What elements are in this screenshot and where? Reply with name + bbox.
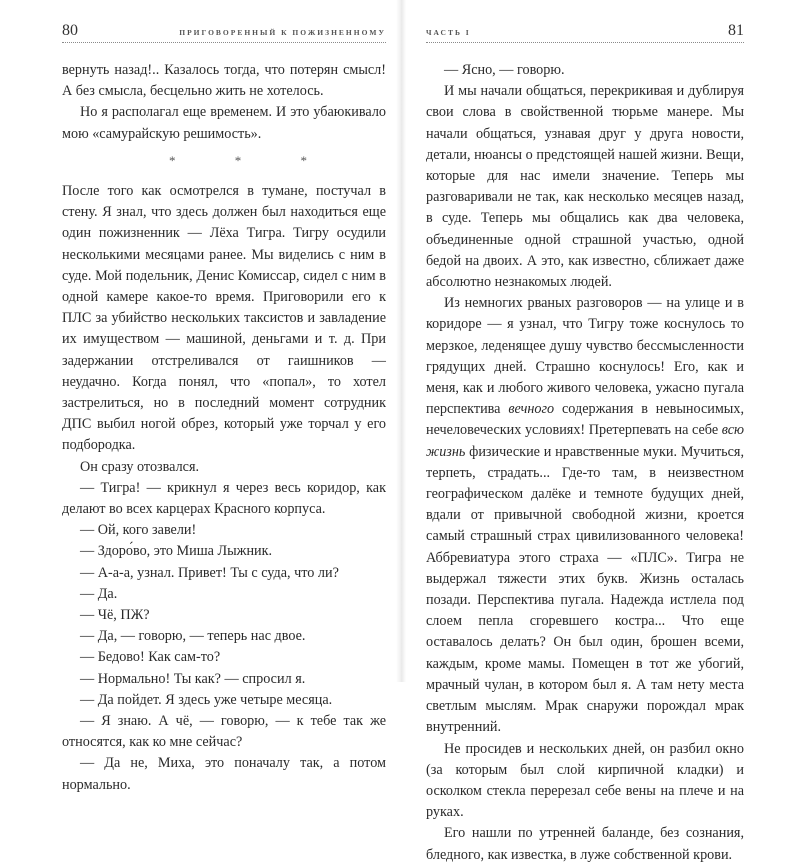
right-text-block [426, 60, 744, 866]
dialogue-line: — А-а-а, узнал. Привет! Ты с суда, что ли? [80, 564, 339, 581]
paragraph: Не просидев и нескольких дней, он разбил окно (за которым был слой кирпичной кладки) и осколком стекла перерезал себе вены на плече и на руках. [426, 740, 744, 821]
paragraph: И мы начали общаться, перекрикивая и дублируя свои слова в свойственной тюрьме манере. Мы начали общаться, узнавая друг у друга новости, детали, нюансы о предстоящей нашей жизни. Вещи, которые для нас имели значение. Теперь мы разговаривали не так, как несколько месяцев назад, в суде. Теперь мы общались как два человека, объединенные одной страшной участью, одной бедой на двоих. А это, как известно, сближает даже абсолютно незнакомых людей. [426, 83, 744, 291]
dialogue-line: — Я знаю. А чё, — говорю, — к тебе так же относятся, как ко мне сейчас? [62, 713, 386, 751]
paragraph: Его нашли по утренней баланде, без сознания, бледного, как известка, в луже собственной крови. [426, 825, 744, 863]
dialogue-line: — Здоро́во, это Миша Лыжник. [80, 543, 273, 560]
left-text-block-1 [62, 60, 386, 145]
running-title: ПРИГОВОРЕННЫЙ К ПОЖИЗНЕННОМУ [179, 28, 386, 37]
paragraph: Он сразу отозвался. [80, 458, 200, 475]
dialogue-line: — Да не, Миха, это поначалу так, а потом нормально. [62, 755, 386, 793]
text-run: физические и нравственные муки. Мучиться, терпеть, страдать... Где-то там, в неизвестном географическом далёке и темноте будущих дней, вдали от привычной свободной жизни, кроется самый страшный страх цивилизованного человека! Аббревиатура этого страха — «ПЛС». Тигра не выдержал тяжести этих букв. Жизнь осталась позади. Перспектива пугала. Надежда истлела под слоем пепла сгоревшего костра... Что еще оставалось делать? Он был один, брошен всеми, каждым, кроме мамы. Помещен в тот же убогий, мрачный чулан, в котором был я. А там нету места светлым мыслям. Мрак снаружи порождал мрак внутренний. [426, 443, 744, 736]
text-run: Из немногих рваных разговоров — на улице и в коридоре — я узнал, что Тигру тоже коснулось то мерзкое, леденящее душу чувство бессмысленности грядущих дней. Страшно коснулось! Его, как и меня, как и любого живого человека, ужасно пугала перспектива [426, 295, 744, 418]
dialogue-line: — Чё, ПЖ? [80, 607, 150, 624]
page-number: 81 [728, 22, 744, 39]
page-number: 80 [62, 22, 78, 39]
dialogue-line: — Ой, кого завели! [80, 522, 197, 539]
paragraph [426, 293, 744, 738]
running-title: ЧАСТЬ I [426, 28, 471, 37]
italic-emphasis: всю жизнь [426, 422, 744, 460]
dialogue-line: — Да. [80, 585, 118, 602]
right-page [400, 0, 800, 863]
dialogue-line: — Да пойдет. Я здесь уже четыре месяца. [80, 691, 333, 708]
italic-emphasis: вечного [508, 401, 555, 418]
dialogue-line: — Бедово! Как сам-то? [80, 649, 221, 666]
paragraph: вернуть назад!.. Казалось тогда, что потерян смысл! А без смысла, бесцельно жить не хотелось. [62, 62, 386, 100]
section-break: * * * [169, 153, 335, 168]
dialogue-line: — Тигра! — крикнул я через весь коридор, как делают во всех карцерах Красного корпуса. [62, 479, 386, 518]
dialogue-line: — Ясно, — говорю. [444, 62, 565, 78]
left-page [0, 0, 400, 793]
left-text-block-2 [62, 181, 386, 796]
left-running-head [62, 24, 386, 43]
dialogue-line: — Да, — говорю, — теперь нас двое. [80, 628, 306, 645]
text-run: содержания в невыносимых, нечеловеческих условиях! Претерпевать на себе [426, 401, 744, 439]
paragraph: Но я располагал еще временем. И это убаюкивало мою «самурайскую решимость». [62, 104, 386, 142]
dialogue-line: — Нормально! Ты как? — спросил я. [80, 670, 306, 687]
right-running-head [426, 24, 744, 43]
paragraph: После того как осмотрелся в тумане, постучал в стену. Я знал, что здесь должен был находиться еще один пожизненник — Лёха Тигра. Тигру осудили несколькими месяцами ранее. Мы виделись с ним в суде. Мой подельник, Денис Комиссар, сидел с ним в одной камере какое-то время. Приговорили его к ПЛС за убийство нескольких таксистов и завладение их имуществом — машиной, деньгами и т. д. При задержании отстреливался от гаишников — неудачно. Когда понял, что «попал», то хотел застрелиться, но в последний момент сотрудник ДПС выбил ногой обрез, который уже торчал у его подбородка. [62, 183, 386, 454]
